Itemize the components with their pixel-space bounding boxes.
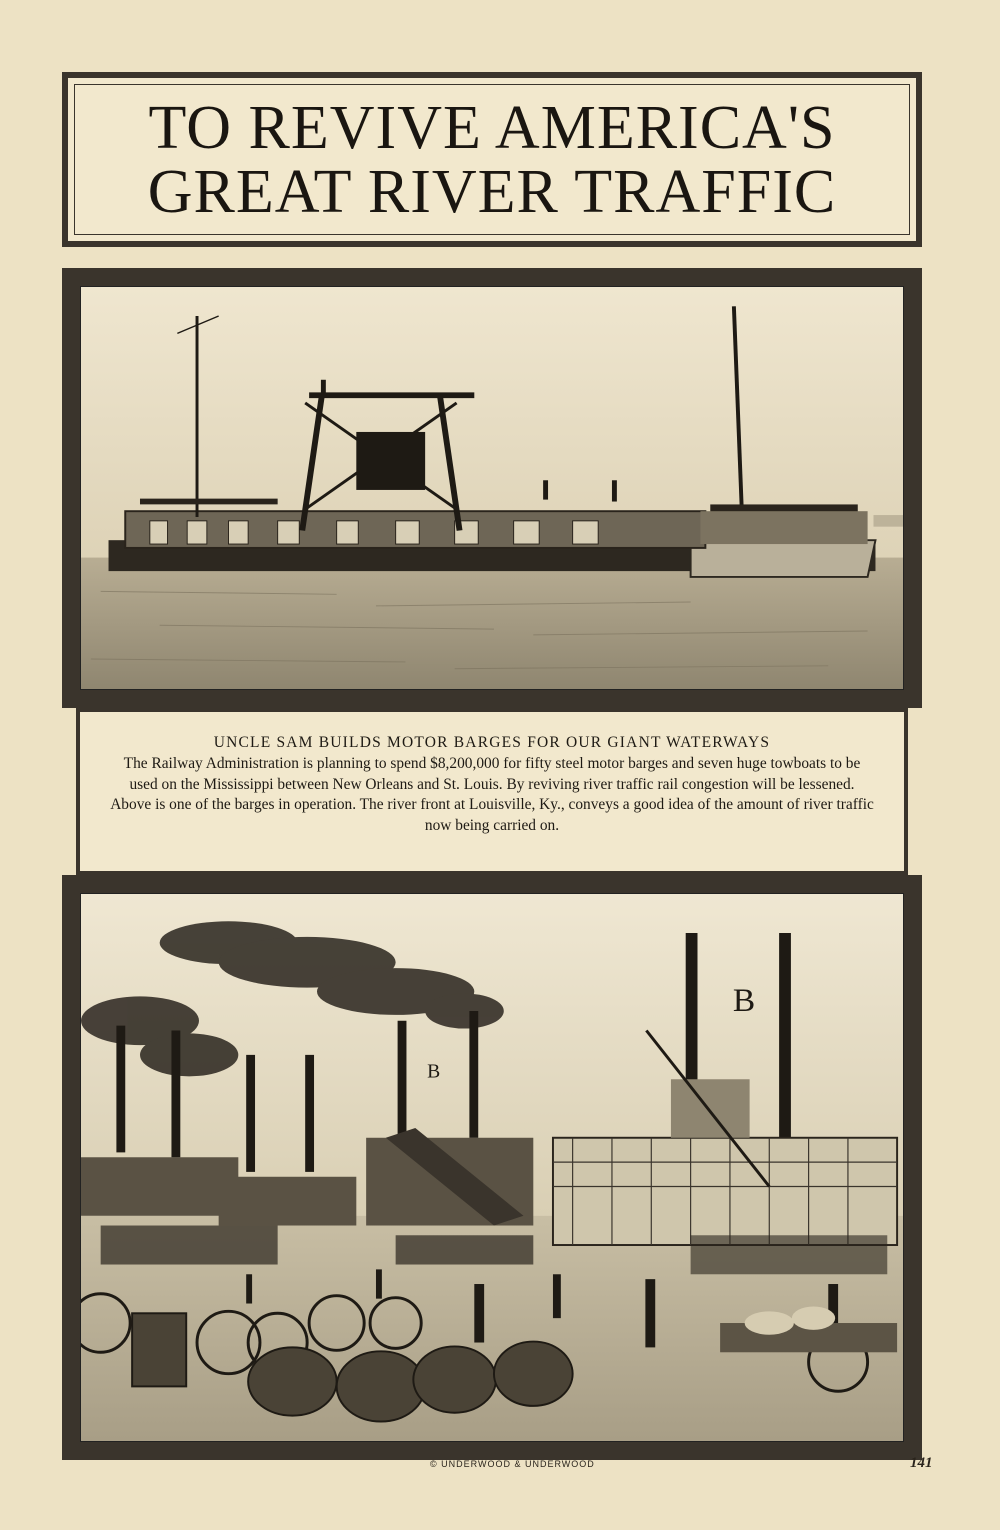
photo-credit: © UNDERWOOD & UNDERWOOD (430, 1459, 595, 1469)
barge-illustration (81, 287, 903, 689)
caption-box (76, 708, 908, 875)
caption-heading: UNCLE SAM BUILDS MOTOR BARGES FOR OUR GIANT WATERWAYS (213, 734, 771, 751)
boat-letter-b-large: B (732, 982, 756, 1019)
title-line-2: GREAT RIVER TRAFFIC (147, 157, 837, 226)
riverfront-illustration (81, 894, 903, 1441)
caption-body: The Railway Administration is planning to spend $8,200,000 for fifty steel motor barges and seven huge towboats to be used on the Mississippi between New Orleans and St. Louis. By reviving river traffic rail congestion will be lessened. Above is one of the barges in operation. The river front at Louisville, Ky., conveys a good idea of the amount of river traffic now being carried on. (110, 755, 874, 834)
barge-photo-frame (62, 268, 922, 708)
boat-letter-b-small: B (427, 1061, 441, 1083)
title-line-1: TO REVIVE AMERICA'S (148, 93, 836, 162)
riverfront-photo-frame (62, 875, 922, 1460)
barge-photo (80, 286, 904, 690)
page-number: 141 (910, 1455, 933, 1471)
title-frame (62, 72, 922, 247)
riverfront-photo (80, 893, 904, 1442)
title-box (74, 84, 910, 235)
